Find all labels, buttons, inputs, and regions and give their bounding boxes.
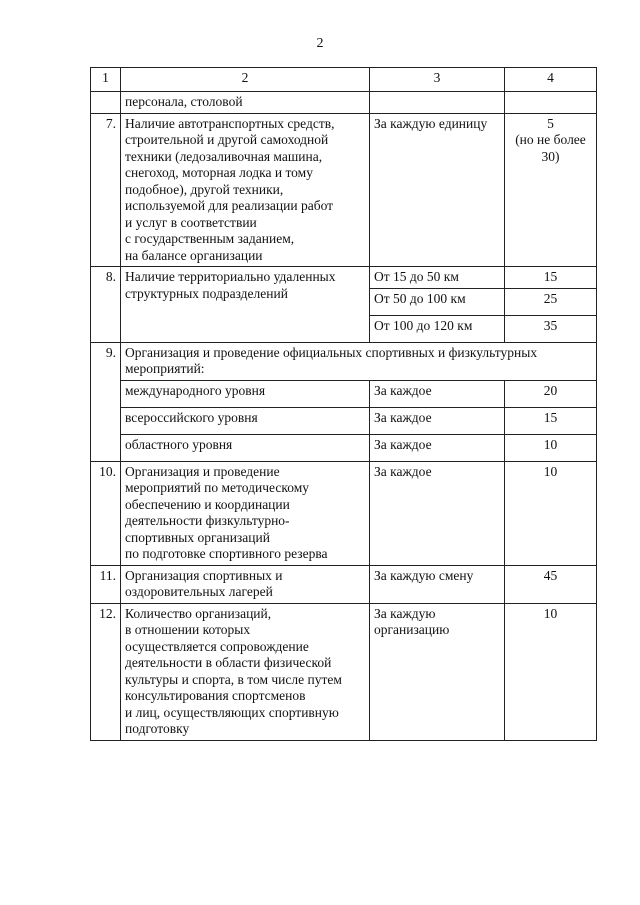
cell-unit — [370, 92, 505, 114]
cell-points: 25 — [505, 288, 597, 315]
table-row-7 — [91, 113, 597, 267]
header-col-3: 3 — [370, 68, 505, 92]
cell-criterion: персонала, столовой — [121, 92, 370, 114]
table-row-9-sub — [91, 407, 597, 434]
page-number: 2 — [316, 36, 324, 51]
table-row-8 — [91, 267, 597, 289]
table-row-9 — [91, 342, 597, 380]
cell-criterion: Организация спортивных и оздоровительных лагерей — [121, 565, 370, 603]
cell-points: 10 — [505, 434, 597, 461]
cell-points: 15 — [505, 407, 597, 434]
cell-points: 10 — [505, 461, 597, 565]
table-row-10 — [91, 461, 597, 565]
cell-points: 15 — [505, 267, 597, 289]
cell-unit: За каждое — [370, 407, 505, 434]
cell-criterion: Наличие территориально удаленных структурных подразделений — [121, 267, 370, 343]
cell-level: всероссийского уровня — [121, 407, 370, 434]
table-row-12 — [91, 603, 597, 740]
cell-points: 10 — [505, 603, 597, 740]
cell-num: 10. — [91, 461, 121, 565]
cell-points: 35 — [505, 315, 597, 342]
cell-num: 9. — [91, 342, 121, 461]
header-col-2: 2 — [121, 68, 370, 92]
cell-criterion: Организация и проведение официальных спортивных и физкультурных мероприятий: — [121, 342, 597, 380]
cell-unit: За каждое — [370, 380, 505, 407]
cell-points: 20 — [505, 380, 597, 407]
cell-unit: От 100 до 120 км — [370, 315, 505, 342]
cell-criterion: Количество организаций, в отношении которых осуществляется сопровождение деятельности в области физической культуры и спорта, в том числе путем консультирования спортсменов и лиц, осуществляющих спортивную подготовку — [121, 603, 370, 740]
cell-criterion: Организация и проведение мероприятий по методическому обеспечению и координации деятельности физкультурно- спортивных организаций по подготовке спортивного резерва — [121, 461, 370, 565]
cell-points: 45 — [505, 565, 597, 603]
cell-num: 7. — [91, 113, 121, 267]
cell-num — [91, 92, 121, 114]
table-row-9-sub — [91, 434, 597, 461]
header-col-1: 1 — [91, 68, 121, 92]
cell-num: 12. — [91, 603, 121, 740]
cell-unit: За каждое — [370, 461, 505, 565]
cell-unit: За каждую смену — [370, 565, 505, 603]
cell-points — [505, 92, 597, 114]
table-row-9-sub — [91, 380, 597, 407]
cell-unit: За каждое — [370, 434, 505, 461]
cell-criterion: Наличие автотранспортных средств, строительной и другой самоходной техники (ледозаливочная машина, снегоход, моторная лодка и тому подобное), другой техники, используемой для реализации работ и услуг в соответствии с государственным заданием, на балансе организации — [121, 113, 370, 267]
table-header-row — [91, 68, 597, 92]
table-row-11 — [91, 565, 597, 603]
cell-points: 5 (но не более 30) — [505, 113, 597, 267]
criteria-table — [90, 67, 597, 741]
cell-level: международного уровня — [121, 380, 370, 407]
header-col-4: 4 — [505, 68, 597, 92]
cell-num: 11. — [91, 565, 121, 603]
table-row-continuation — [91, 92, 597, 114]
cell-num: 8. — [91, 267, 121, 343]
cell-unit: От 15 до 50 км — [370, 267, 505, 289]
cell-unit: За каждую организацию — [370, 603, 505, 740]
cell-unit: От 50 до 100 км — [370, 288, 505, 315]
cell-level: областного уровня — [121, 434, 370, 461]
cell-unit: За каждую единицу — [370, 113, 505, 267]
